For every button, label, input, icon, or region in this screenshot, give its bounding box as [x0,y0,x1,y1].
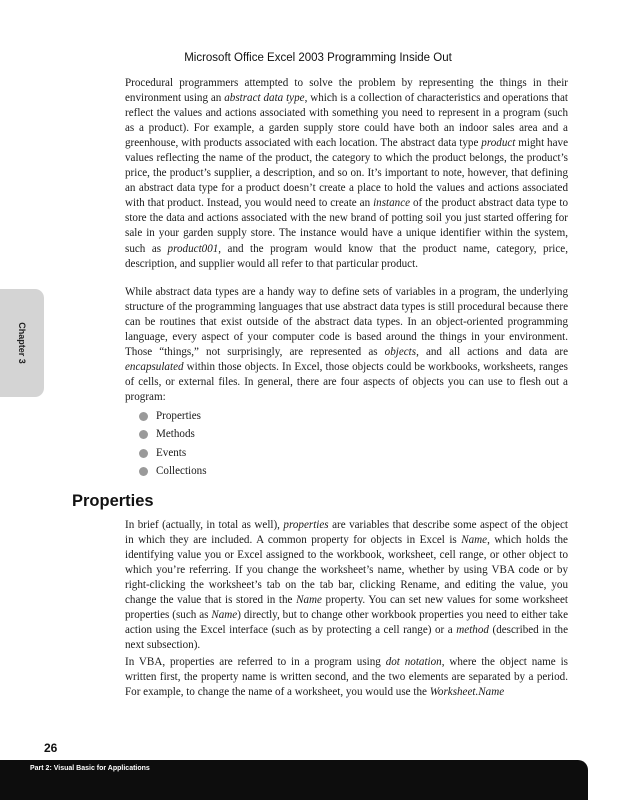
list-item-label: Properties [156,410,201,422]
list-item-label: Collections [156,464,207,477]
bullet-icon [139,449,148,458]
paragraph-text [125,518,568,653]
list-item [139,444,207,462]
text-run: are variables that describe some aspect of the object in which they are included. A common property for objects in Excel is [125,519,568,547]
paragraph-text [125,655,568,700]
section-heading: Properties [72,492,154,510]
emphasis-text: method [456,624,489,637]
list-item [139,462,207,480]
paragraph-properties-intro [125,518,568,653]
text-run: within those objects. In Excel, those objects could be workbooks, worksheets, ranges of cells, or external files. In general, there are four aspects of objects you can use to flesh out a program: [125,361,568,404]
text-run: , where the object name is written first, the property name is written second, and the two elements are separated by a period. For example, to change the name of a worksheet, you would use the [125,656,568,699]
emphasis-text: dot notation [385,656,442,668]
running-header: Microsoft Office Excel 2003 Programming Inside Out [184,52,452,64]
paragraph-text [125,76,568,272]
paragraph-dot-notation [125,655,568,700]
text-run: In brief (actually, in total as well), [125,519,284,531]
emphasis-text: Name [211,609,238,622]
paragraph-text [125,285,568,405]
emphasis-text: product [481,137,516,150]
part-label: Part 2: Visual Basic for Applications [30,765,150,772]
text-run: , and the program would know that the product name, category, price, description, and supplier would all refer to that particular product. [125,242,568,270]
text-run: , and all actions and data are [416,346,568,359]
bullet-icon [139,430,148,439]
object-aspects-list [139,407,207,480]
paragraph-abstract-data-types [125,76,568,272]
emphasis-text: Name [461,534,488,547]
page-number: 26 [44,741,58,755]
emphasis-text: product001 [167,242,219,255]
emphasis-text: properties [283,519,329,531]
emphasis-text: instance [373,197,411,210]
list-item [139,407,207,425]
emphasis-text: encapsulated [125,361,184,374]
paragraph-object-oriented [125,285,568,405]
list-item-label: Events [156,446,187,459]
text-run: property. You can set new values for some worksheet properties (such as [125,594,568,622]
bullet-icon [139,467,148,476]
text-run: , which holds the identifying value you or Excel assigned to the workbook, worksheet, cell range, or other object to which you’re referring. If you change the worksheet’s name, whether by using VBA code or by right-clicking the worksheet’s tab on the tab bar, clicking Rename, and editing the value, you change the value that is stored in the [125,534,568,607]
chapter-tab-label: Chapter 3 [17,322,27,364]
bullet-icon [139,412,148,421]
text-run: might have values reflecting the name of the product, the category to which the product belongs, the product’s price, the product’s supplier, a description, and so on. It’s important to note, however, that defining an abstract data type for a product doesn’t create a place to hold the values and actions associated with that product. Instead, you would need to create an [125,137,568,210]
emphasis-text: abstract data type [224,92,305,105]
text-run: of the product abstract data type to store the data and actions associated with the new brand of potting soil you just started offering for sale in your garden supply store. The instance would have a unique identifier within the system, such as [125,197,568,255]
text-run: ) directly, but to change other workbook properties you need to either take action using the Excel interface (such as by protecting a cell range) or a [125,609,568,637]
text-run: Procedural programmers attempted to solve the problem by representing the things in their environment using an [125,77,568,105]
list-item-label: Methods [156,428,195,441]
text-run: In VBA, properties are referred to in a program using [125,656,386,668]
emphasis-text: Worksheet.Name [429,686,505,699]
footer-bar [0,760,588,800]
text-run: While abstract data types are a handy way to define sets of variables in a program, the underlying structure of the programming languages that use abstract data types is still procedural because there can be routines that exist outside of the abstract data types. In an object-oriented programming language, every aspect of your computer code is based around the things in your environment. Those “things,” not surprisingly, are represented as [125,286,568,359]
emphasis-text: objects [384,346,417,359]
chapter-tab [0,289,44,397]
emphasis-text: Name [296,594,322,607]
text-run: , which is a collection of characteristics and operations that reflect the values and actions associated with something you need to represent in a program (such as a product). For example, a garden supply store could have both an indoor sales area and a greenhouse, with products associated with each location. The abstract data type [125,92,568,150]
list-item [139,425,207,443]
text-run: (described in the next subsection). [125,624,568,652]
